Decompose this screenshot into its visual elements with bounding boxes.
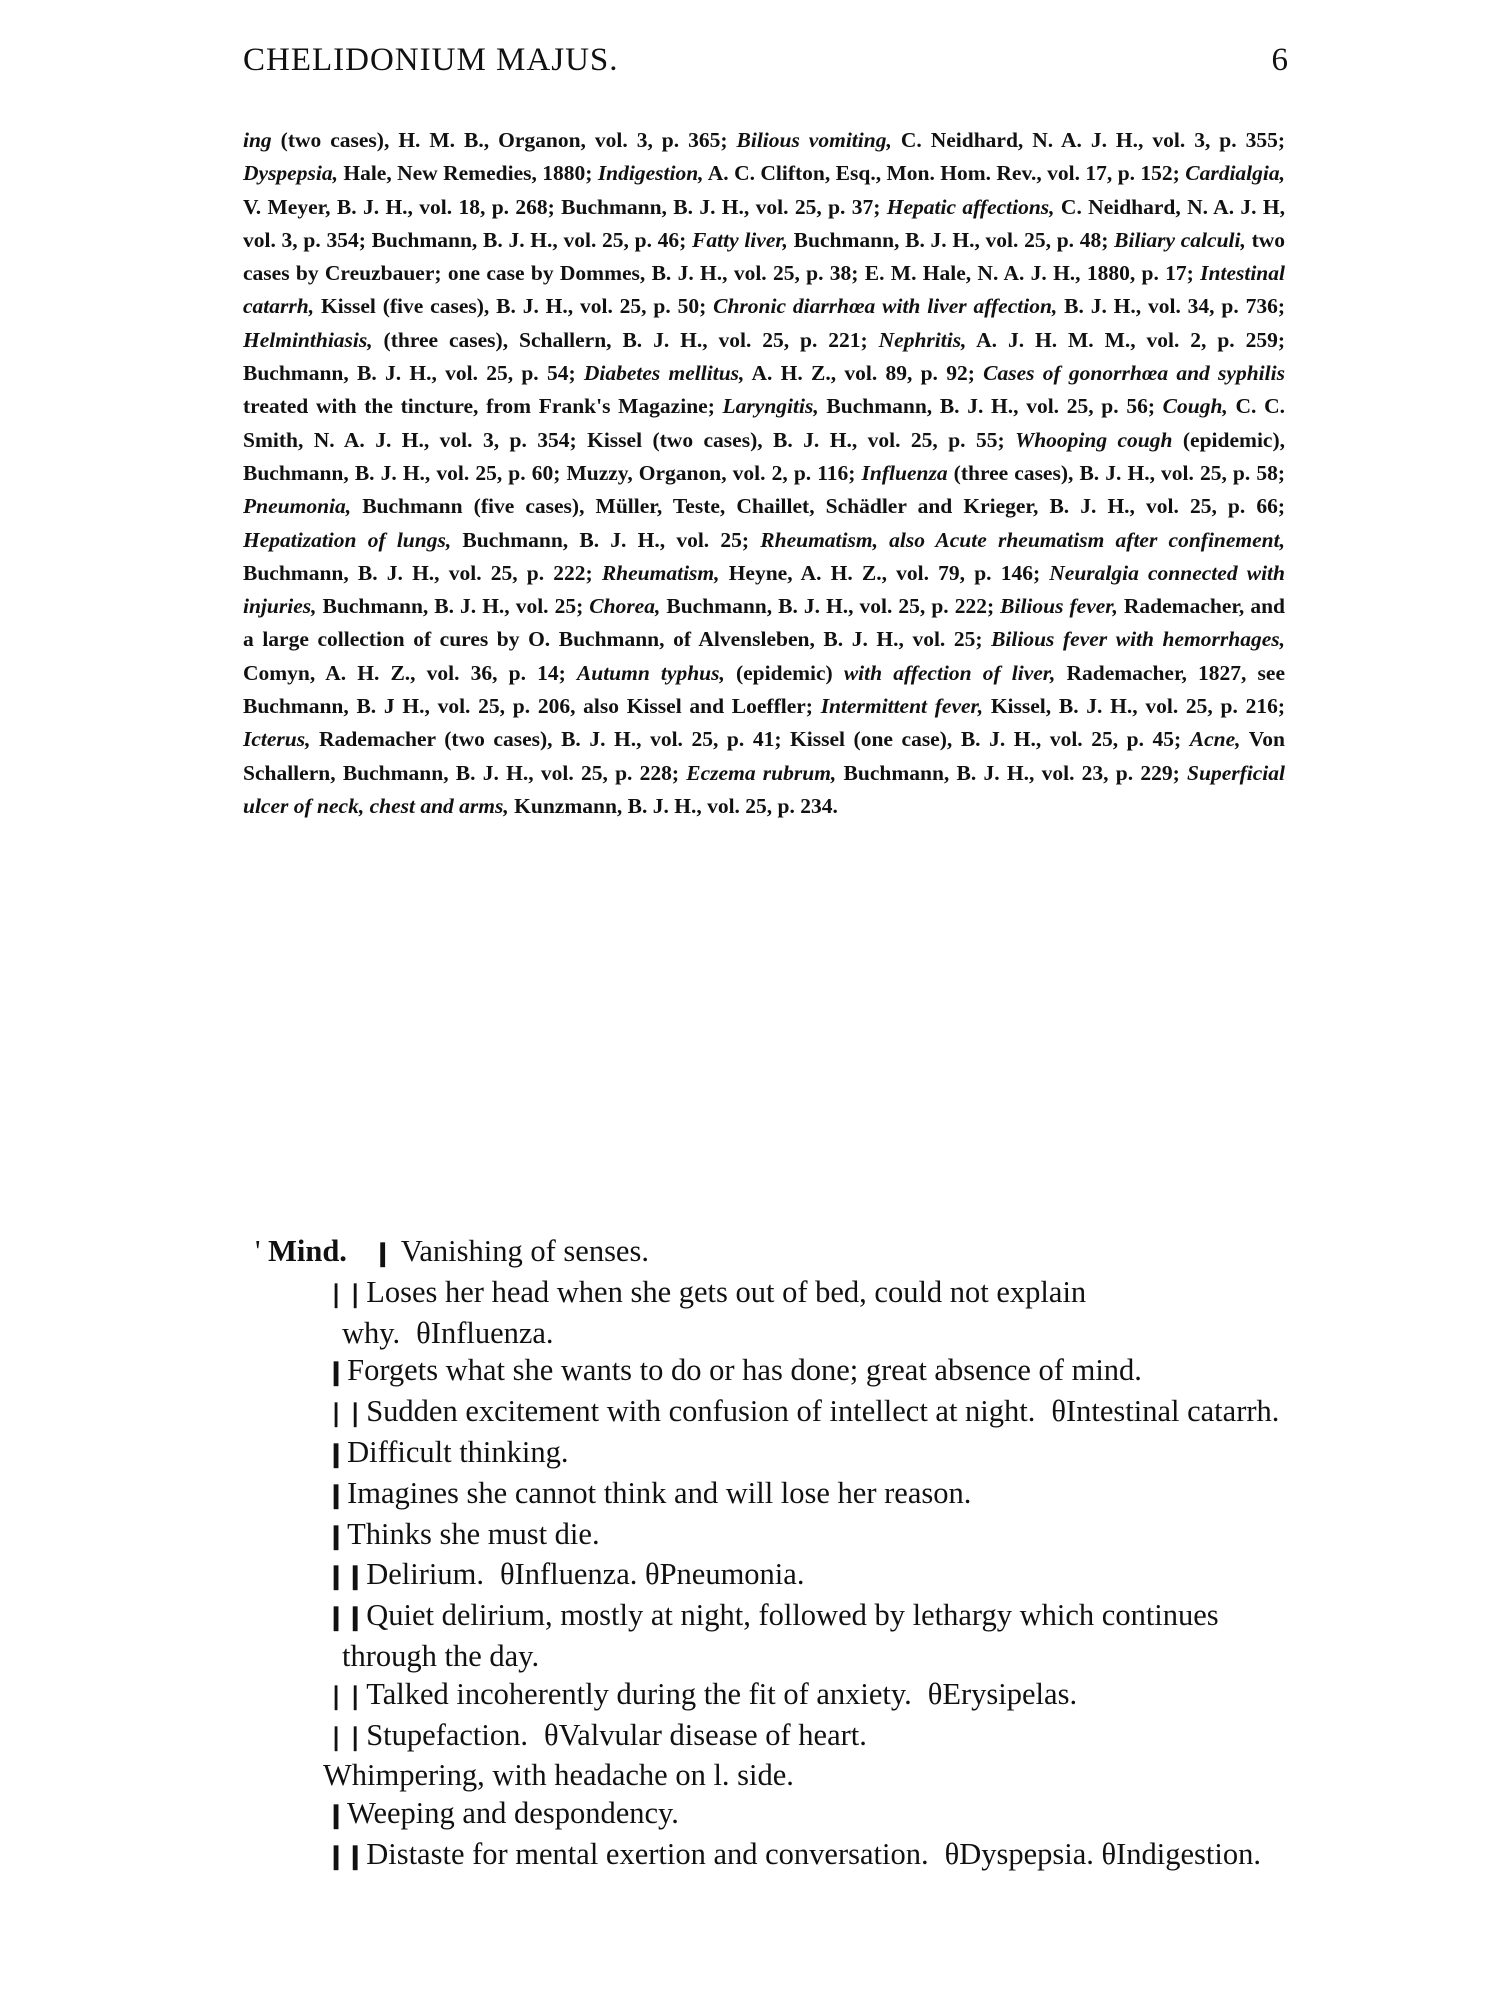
grade-marker: ❙❙ <box>326 1605 365 1632</box>
symptom-item <box>326 1475 1288 1516</box>
symptom-item <box>326 1516 1288 1557</box>
reference-citation: Hale, New Remedies, 1880; <box>337 161 598 186</box>
condition-note: θValvular disease of heart. <box>544 1717 867 1752</box>
reference-citation: Rademacher (two cases), B. J. H., vol. 25, p. 41; Kissel (one case), B. J. H., vol. 25, p. 45; <box>310 727 1190 752</box>
reference-title: Helminthiasis, <box>243 327 373 352</box>
grade-marker: ❙❙ <box>326 1843 365 1870</box>
reference-citation: Kissel (five cases), B. J. H., vol. 25, p. 50; <box>314 294 714 319</box>
symptom-text: Imagines she cannot think and will lose her reason. <box>347 1475 972 1510</box>
grade-marker: ❘❘ <box>326 1401 365 1428</box>
reference-citation: Buchmann, B. J. H., vol. 25, p. 56; <box>818 394 1163 419</box>
reference-citation: C. Neidhard, N. A. J. H, vol. 3, p. 354; Buchmann, B. J. H., vol. 25, p. 46; <box>243 194 1286 252</box>
reference-citation: two cases by Creuzbauer; one case by Dommes, B. J. H., vol. 25, p. 38; E. M. Hale, N. A. J. H., 1880, p. 17; <box>243 227 1286 286</box>
symptom-item <box>326 1393 1288 1434</box>
symptom-item <box>326 1274 1288 1353</box>
grade-marker: ❙ <box>326 1482 346 1509</box>
rubric-label: Mind. <box>268 1234 347 1268</box>
reference-title: Diabetes mellitus, <box>583 361 745 386</box>
reference-title: Fatty liver, <box>692 227 788 252</box>
reference-citation: (three cases), B. J. H., vol. 25, p. 58; <box>947 460 1285 485</box>
reference-title: Indigestion, <box>597 161 704 186</box>
symptom-text: Weeping and despondency. <box>347 1796 679 1831</box>
reference-title: Dyspepsia, <box>243 161 338 186</box>
reference-title: Hepatic affections, <box>886 194 1055 219</box>
symptom-text: Quiet delirium, mostly at night, followed by lethargy which continues through the day. <box>342 1598 1219 1673</box>
symptom-text: Distaste for mental exertion and conversation. <box>366 1836 929 1871</box>
reference-citation: Buchmann (five cases), Müller, Teste, Chaillet, Schädler and Krieger, B. J. H., vol. 25, p. 66; <box>351 494 1285 519</box>
reference-title: Influenza <box>861 460 948 485</box>
reference-citation: A. C. Clifton, Esq., Mon. Hom. Rev., vol. 17, p. 152; <box>703 161 1186 186</box>
symptom-text: Forgets what she wants to do or has done; great absence of mind. <box>347 1353 1142 1388</box>
mind-section <box>243 1233 1288 1877</box>
symptom-item <box>326 1676 1288 1717</box>
condition-note: θInfluenza. θPneumonia. <box>499 1557 805 1592</box>
reference-title: Bilious fever, <box>1000 594 1118 619</box>
reference-title: Icterus, <box>243 727 311 752</box>
page-number: 6 <box>1271 42 1288 78</box>
condition-note: θIntestinal catarrh. <box>1051 1394 1280 1429</box>
reference-title: Pneumonia, <box>243 494 352 519</box>
reference-citation: C. C. Smith, N. A. J. H., vol. 3, p. 354; Kissel (two cases), B. J. H., vol. 25, p. 55; <box>243 394 1285 452</box>
reference-citation: C. Neidhard, N. A. J. H., vol. 3, p. 355; <box>891 128 1286 152</box>
reference-title: Nephritis, <box>878 327 967 352</box>
reference-citation: (three cases), Schallern, B. J. H., vol. 25, p. 221; <box>372 327 879 352</box>
grade-marker: ❘❘ <box>326 1683 365 1710</box>
reference-citation: A. H. Z., vol. 89, p. 92; <box>744 361 984 386</box>
symptom-text: Delirium. <box>366 1557 484 1592</box>
symptom-item <box>326 1352 1288 1393</box>
reference-title: Cough, <box>1162 394 1228 419</box>
reference-citation: Rademacher, and a large collection of cures by O. Buchmann, of Alvensleben, B. J. H., vol. 25; <box>243 594 1286 652</box>
reference-title: Chronic diarrhœa with liver affection, <box>713 294 1058 319</box>
reference-citation: (epidemic), Buchmann, B. J. H., vol. 25, p. 60; Muzzy, Organon, vol. 2, p. 116; <box>243 427 1285 485</box>
reference-title: with affection of liver, <box>843 660 1056 685</box>
symptom-item <box>326 1836 1288 1877</box>
reference-citation: V. Meyer, B. J. H., vol. 18, p. 268; Buchmann, B. J. H., vol. 25, p. 37; <box>243 194 887 219</box>
reference-title: Acne, <box>1189 727 1241 752</box>
symptom-text: Talked incoherently during the fit of anxiety. <box>366 1676 912 1711</box>
mind-rubric <box>243 1233 1288 1274</box>
condition-note: θInfluenza. <box>416 1315 554 1350</box>
reference-title: Hepatization of lungs, <box>243 527 452 552</box>
grade-marker: ❙ <box>372 1241 392 1267</box>
reference-citation: (epidemic) <box>724 660 844 685</box>
symptom-item <box>323 1757 1288 1795</box>
grade-marker: ❙❙ <box>326 1564 365 1591</box>
footnote-mark: ' <box>255 1234 261 1268</box>
reference-title: ing <box>243 128 272 152</box>
symptom-item <box>326 1597 1288 1676</box>
reference-citation: Kissel, B. J. H., vol. 25, p. 216; <box>983 694 1285 719</box>
symptom-text: Vanishing of senses. <box>400 1234 649 1268</box>
symptom-text: Difficult thinking. <box>347 1434 569 1469</box>
reference-title: Eczema rubrum, <box>686 760 837 785</box>
reference-title: Chorea, <box>589 594 661 619</box>
grade-marker: ❙ <box>326 1523 346 1550</box>
grade-marker: ❙ <box>326 1803 346 1830</box>
symptom-text: Loses her head when she gets out of bed, could not explain why. <box>342 1274 1087 1350</box>
reference-citation: Heyne, A. H. Z., vol. 79, p. 146; <box>719 560 1050 585</box>
reference-citation: Buchmann, B. J. H., vol. 25; <box>451 527 761 552</box>
reference-citation: Buchmann, B. J. H., vol. 25; <box>316 594 590 619</box>
symptom-text: Stupefaction. <box>366 1717 528 1752</box>
symptom-text: Sudden excitement with confusion of intellect at night. <box>366 1394 1036 1429</box>
condition-note: θDyspepsia. θIndigestion. <box>944 1836 1261 1871</box>
reference-citation: Buchmann, B. J. H., vol. 25, p. 222; <box>660 594 1001 619</box>
reference-citation: treated with the tincture, from Frank's Magazine; <box>243 394 723 419</box>
reference-citation: Rademacher, 1827, see Buchmann, B. J H., vol. 25, p. 206, also Kissel and Loeffler; <box>243 660 1285 719</box>
reference-title: Cardialgia, <box>1185 161 1286 186</box>
symptom-text: Thinks she must die. <box>347 1516 600 1551</box>
reference-title: Autumn typhus, <box>576 660 725 685</box>
reference-title: Neuralgia connected with injuries, <box>243 560 1285 619</box>
symptom-text: Whimpering, with headache on l. side. <box>323 1758 794 1793</box>
reference-citation: Buchmann, B. J. H., vol. 25, p. 222; <box>243 560 602 585</box>
symptom-item <box>326 1717 1288 1758</box>
reference-citation: (two cases), H. M. B., Organon, vol. 3, p. 365; <box>271 128 737 152</box>
grade-marker: ❘❘ <box>326 1724 365 1751</box>
reference-title: Rheumatism, <box>601 560 720 585</box>
reference-citation: Von Schallern, Buchmann, B. J. H., vol. 25, p. 228; <box>243 727 1285 785</box>
reference-title: Bilious vomiting, <box>736 128 892 152</box>
grade-marker: ❙ <box>326 1360 346 1387</box>
reference-title: Rheumatism, also Acute rheumatism after confinement, <box>760 527 1285 552</box>
reference-title: Laryngitis, <box>722 394 819 419</box>
symptom-list <box>243 1274 1288 1877</box>
grade-marker: ❘❘ <box>326 1281 365 1308</box>
reference-title: Bilious fever with hemorrhages, <box>991 627 1285 652</box>
reference-citation: Kunzmann, B. J. H., vol. 25, p. 234. <box>508 793 838 818</box>
reference-title: Intermittent fever, <box>820 694 984 719</box>
reference-title: Superficial ulcer of neck, chest and arms, <box>243 760 1285 818</box>
reference-title: Whooping cough <box>1015 427 1173 452</box>
running-head <box>243 42 1288 86</box>
clinical-references <box>243 124 1285 823</box>
symptom-item <box>326 1434 1288 1475</box>
reference-citation: B. J. H., vol. 34, p. 736; <box>1057 294 1286 319</box>
reference-citation: Buchmann, B. J. H., vol. 25, p. 48; <box>787 227 1115 252</box>
condition-note: θErysipelas. <box>927 1676 1078 1711</box>
reference-citation: Comyn, A. H. Z., vol. 36, p. 14; <box>243 660 577 685</box>
grade-marker: ❙ <box>326 1441 346 1468</box>
reference-citation: Buchmann, B. J. H., vol. 23, p. 229; <box>836 760 1188 785</box>
reference-title: Biliary calculi, <box>1114 227 1246 252</box>
symptom-item <box>326 1556 1288 1597</box>
symptom-item <box>326 1795 1288 1836</box>
page-title: CHELIDONIUM MAJUS. <box>243 42 619 78</box>
reference-title: Cases of gonorrhœa and syphilis <box>983 361 1285 386</box>
reference-citation: A. J. H. M. M., vol. 2, p. 259; Buchmann, B. J. H., vol. 25, p. 54; <box>243 327 1285 386</box>
reference-title: Intestinal catarrh, <box>243 261 1285 319</box>
